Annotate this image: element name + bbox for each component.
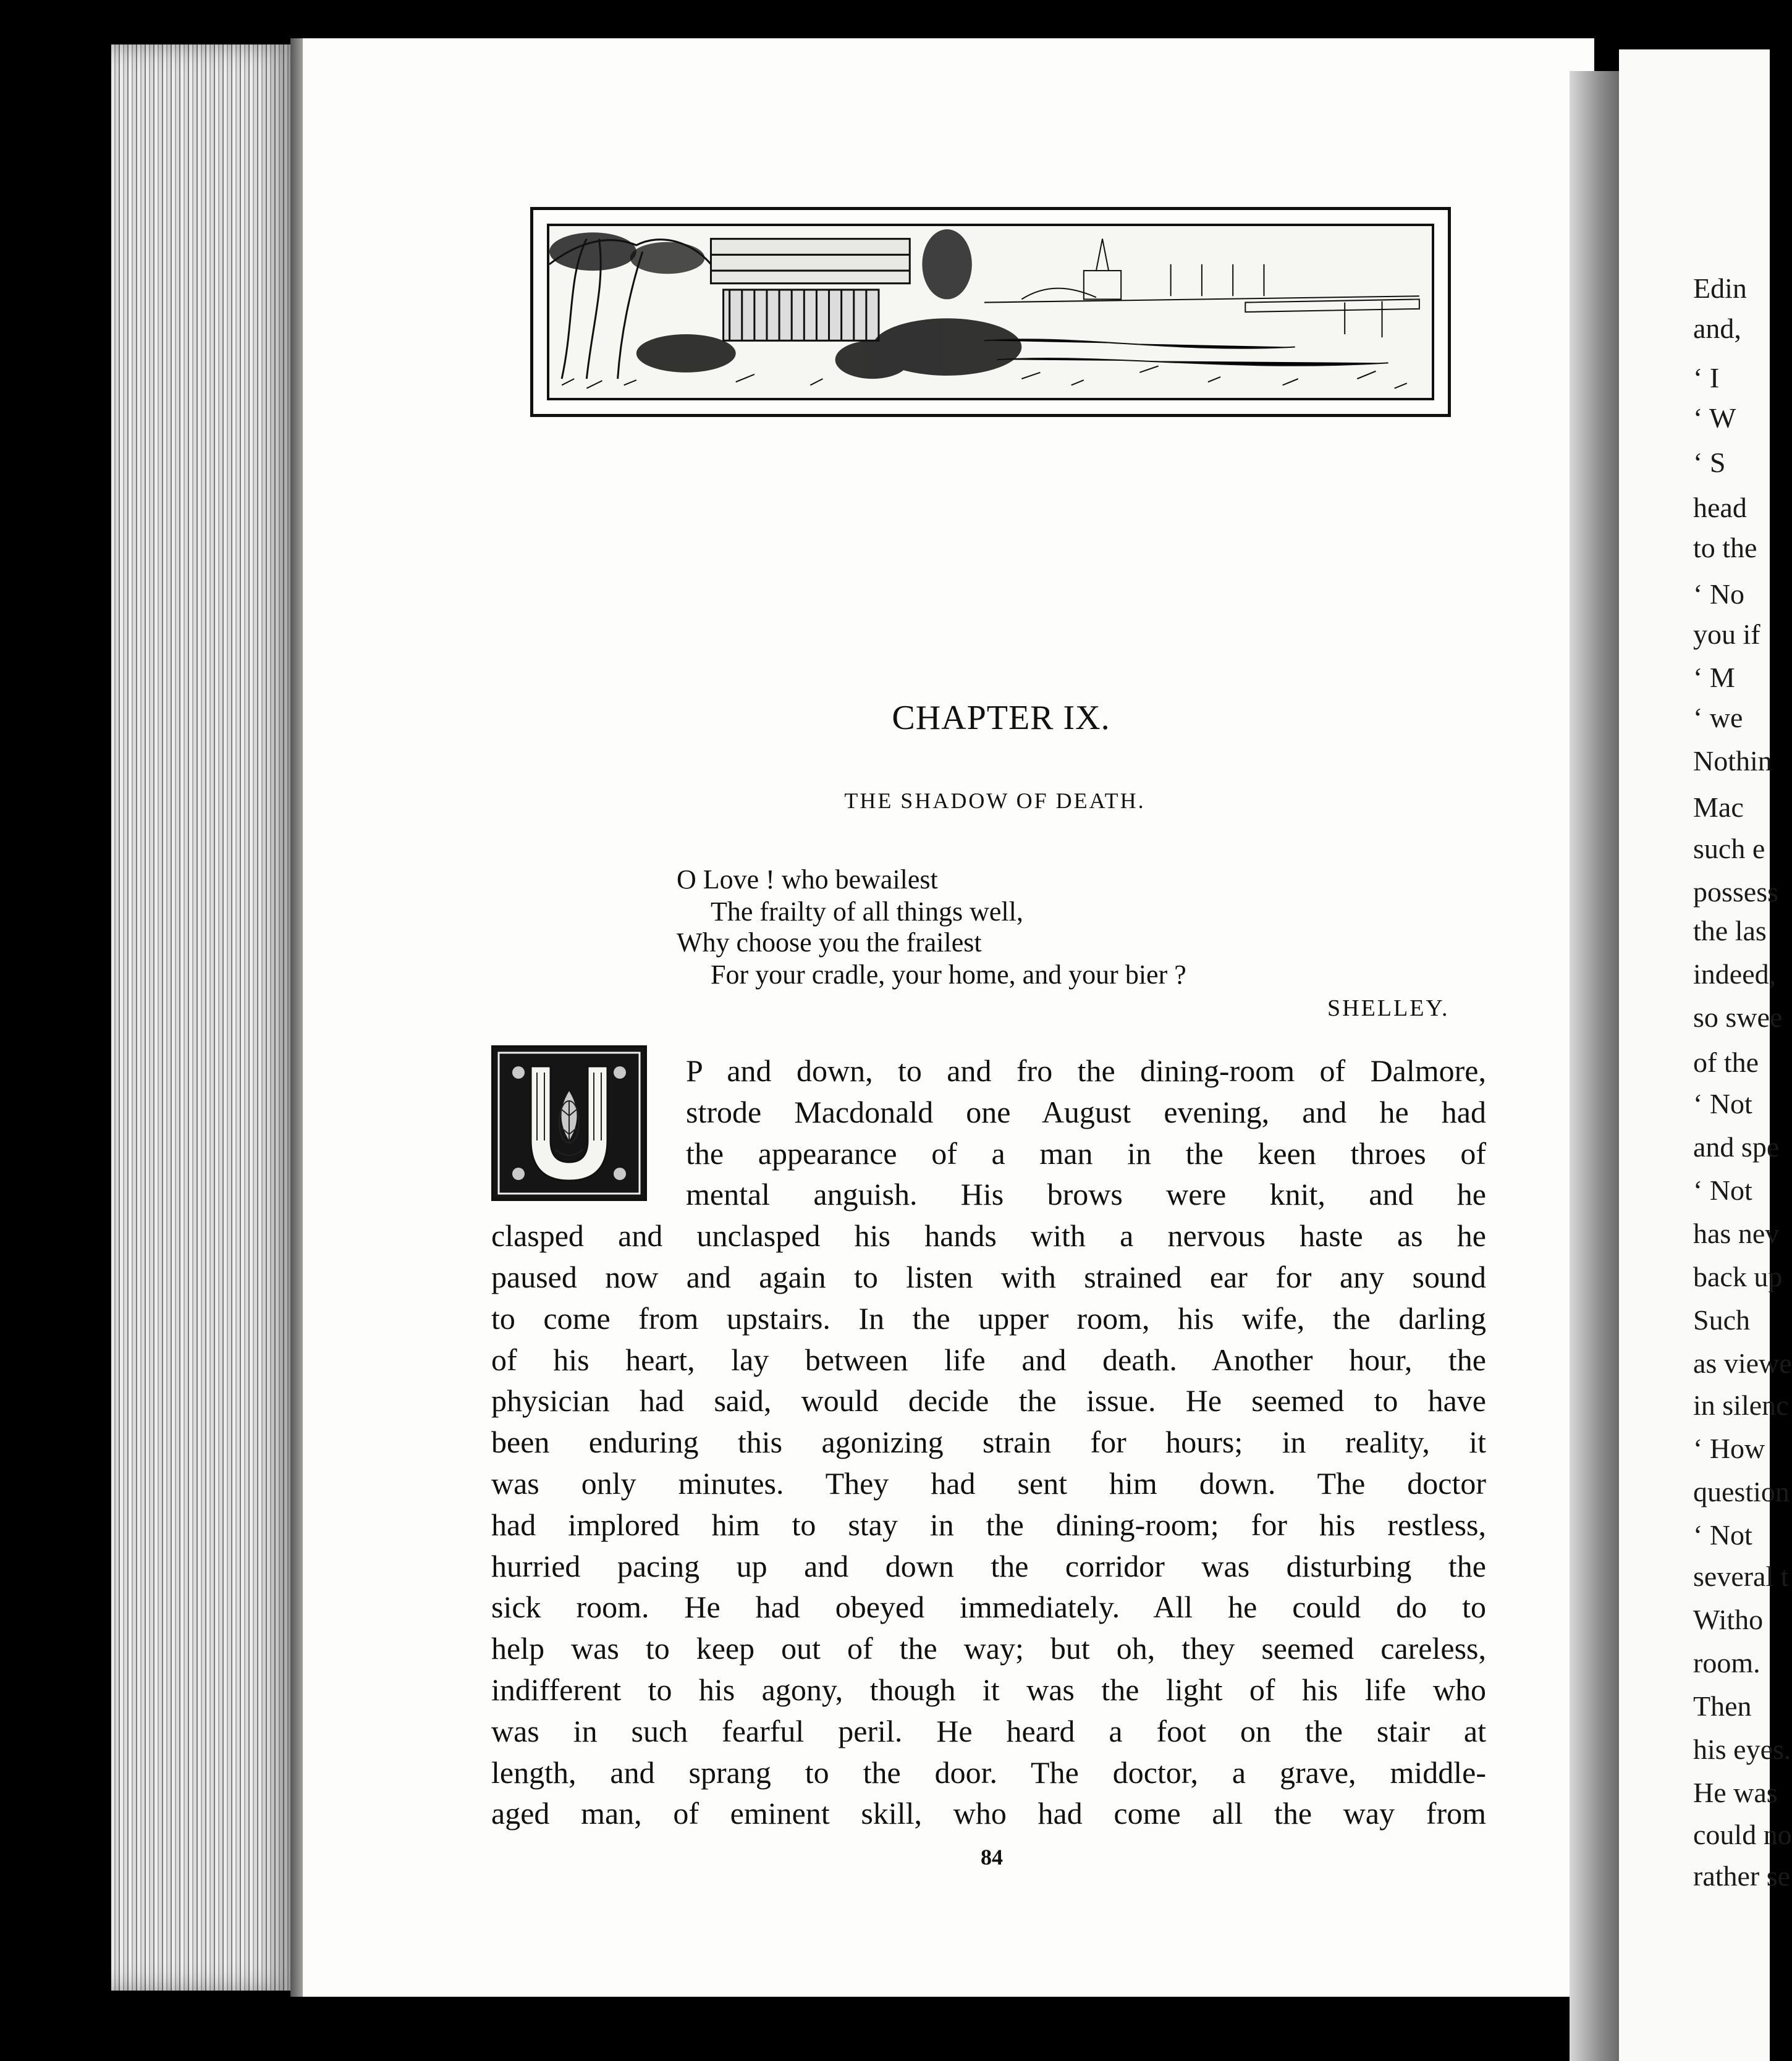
facing-page-text-fragment: ‘ How [1693,1433,1765,1464]
body-line: paused now and again to listen with strained ear for any sound [491,1259,1486,1294]
facing-page-text-fragment: so swee [1693,1001,1783,1033]
facing-page [1619,49,1792,2061]
body-line: mental anguish. His brows were knit, and he [686,1177,1486,1212]
body-line: was in such fearful peril. He heard a foot on the stair at [491,1713,1486,1748]
facing-page-text-fragment: He was [1693,1777,1778,1808]
facing-page-text-fragment: Then [1693,1690,1752,1722]
body-line: to come from upstairs. In the upper room, his wife, the darling [491,1300,1486,1336]
body-line: physician had said, would decide the issue. He seemed to have [491,1383,1486,1418]
facing-page-text-fragment: and, [1693,313,1741,344]
body-line: been enduring this agonizing strain for hours; in reality, it [491,1425,1486,1460]
page-edge-stack [111,44,297,1991]
facing-page-text-fragment: to the [1693,532,1757,563]
facing-page-text-fragment: several t [1693,1561,1789,1592]
epigraph-line: O Love ! who bewailest [677,864,938,895]
body-line: of his heart, lay between life and death. Another hour, the [491,1342,1486,1377]
facing-page-text-fragment: Edin [1693,272,1747,304]
facing-page-text-fragment: could no [1693,1819,1792,1850]
body-line: the appearance of a man in the keen throes of [686,1136,1486,1171]
facing-page-text-fragment: back up [1693,1261,1783,1292]
header-engraving-illustration [530,207,1451,417]
page-number: 84 [981,1845,1003,1869]
body-line: hurried pacing up and down the corridor was disturbing the [491,1548,1486,1583]
epigraph-attribution: SHELLEY. [1327,995,1450,1021]
body-line: P and down, to and fro the dining-room of Dalmore, [686,1053,1486,1088]
body-line: was only minutes. They had sent him down. The doctor [491,1465,1486,1501]
landscape-engraving-image [549,226,1432,398]
facing-page-text-fragment: ‘ Not [1693,1174,1752,1206]
facing-page-text-fragment: of the [1693,1047,1759,1078]
facing-page-text-fragment: ‘ Not [1693,1088,1752,1119]
body-line: clasped and unclasped his hands with a nervous haste as he [491,1218,1486,1254]
chapter-title: CHAPTER IX. [892,699,1110,737]
facing-page-text-fragment: has nev [1693,1218,1780,1249]
facing-page-text-fragment: you if [1693,618,1760,650]
facing-page-text-fragment: ‘ No [1693,578,1745,610]
facing-page-text-fragment: and spe [1693,1131,1780,1163]
facing-page-text-fragment: Witho [1693,1604,1764,1635]
facing-page-text-fragment: rather se [1693,1860,1791,1892]
body-line: indifferent to his agony, though it was the light of his life who [491,1672,1486,1707]
chapter-subtitle: THE SHADOW OF DEATH. [844,788,1146,813]
facing-page-text-fragment: as viewe [1693,1347,1792,1379]
body-line: aged man, of eminent skill, who had come all the way from [491,1796,1486,1831]
facing-page-text-fragment: ‘ I [1693,362,1720,394]
facing-page-text-fragment: room. [1693,1647,1760,1679]
facing-page-text-fragment: question [1693,1476,1790,1507]
epigraph-line: For your cradle, your home, and your bier ? [711,959,1186,990]
facing-page-text-fragment: such e [1693,833,1765,864]
facing-page-text-fragment: ‘ S [1693,447,1726,478]
facing-page-text-fragment: ‘ M [1693,662,1735,693]
facing-page-text-fragment: head [1693,492,1747,523]
epigraph-line: The frailty of all things well, [711,896,1023,927]
body-line: strode Macdonald one August evening, and he had [686,1094,1486,1129]
epigraph-line: Why choose you the frailest [677,927,982,958]
facing-page-text-fragment: the las [1693,915,1767,946]
facing-page-text-fragment: Such [1693,1304,1750,1336]
body-line: sick room. He had obeyed immediately. All he could do to [491,1590,1486,1625]
facing-page-text-fragment: ‘ we [1693,702,1743,733]
chapter-body-text [491,1050,1486,1834]
body-line: help was to keep out of the way; but oh, they seemed careless, [491,1631,1486,1666]
body-line: had implored him to stay in the dining-room; for his restless, [491,1507,1486,1542]
facing-page-text-fragment: indeed, [1693,958,1777,990]
facing-page-text-fragment: ‘ Not [1693,1519,1752,1551]
facing-page-text-fragment: Mac [1693,791,1744,823]
facing-page-text-fragment: his eyes. [1693,1734,1791,1765]
body-line: length, and sprang to the door. The doctor, a grave, middle- [491,1755,1486,1790]
facing-page-text-fragment: Nothin [1693,745,1772,777]
facing-page-text-fragment: ‘ W [1693,402,1736,434]
facing-page-text-fragment: possess [1693,876,1779,908]
facing-page-text-fragment: in silenc [1693,1389,1789,1421]
